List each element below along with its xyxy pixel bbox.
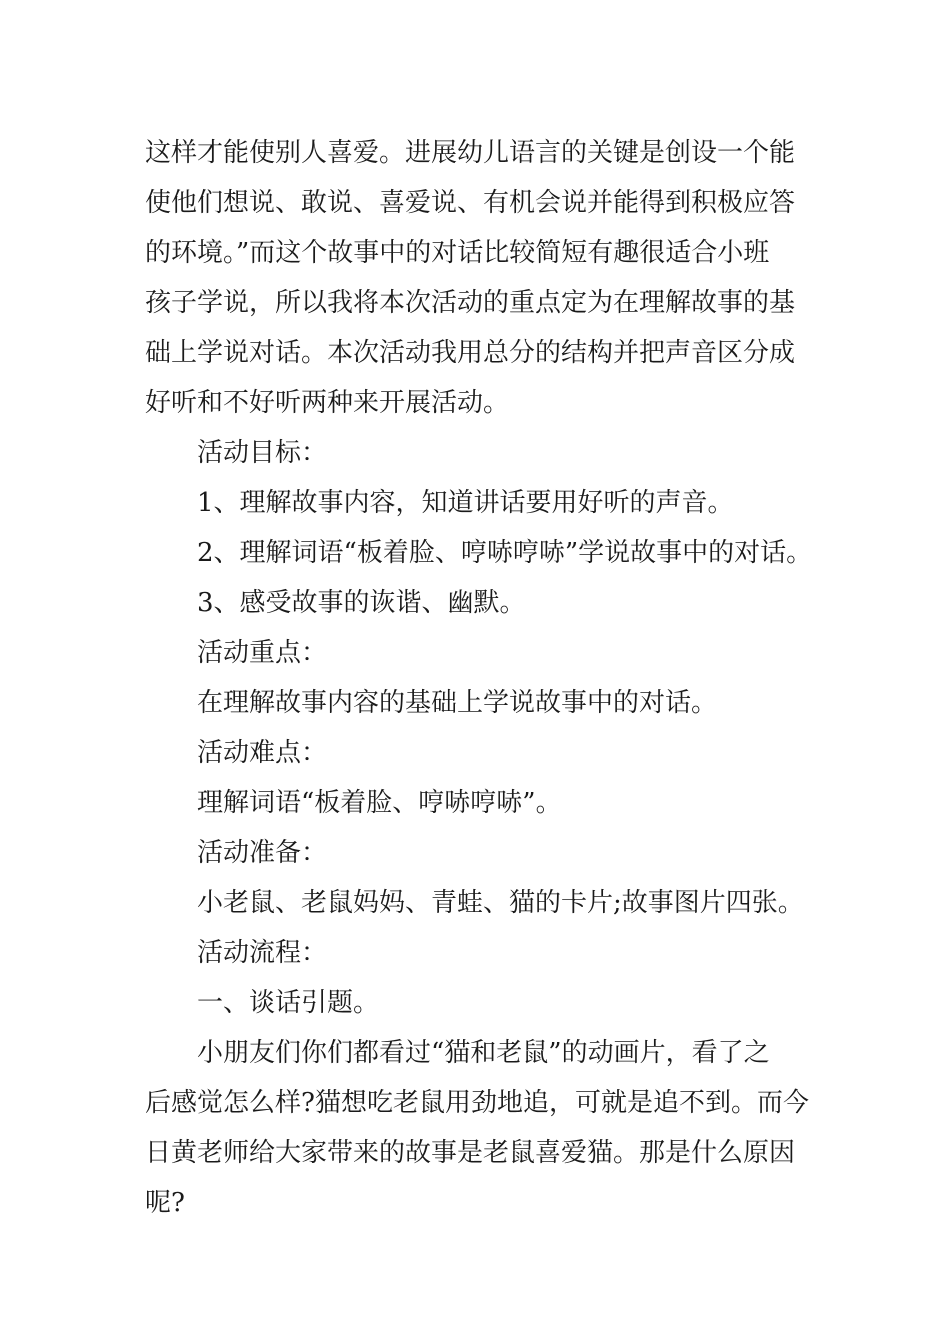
paragraph-prep-text <box>145 878 810 928</box>
text-line: 后感觉怎么样?猫想吃老鼠用劲地追，可就是追不到。而今 <box>145 1088 809 1118</box>
text-line: 小朋友们你们都看过“猫和老鼠”的动画片，看了之 <box>197 1038 770 1068</box>
paragraph-prep-heading <box>145 828 810 878</box>
text-line: 这样才能使别人喜爱。进展幼儿语言的关键是创设一个能 <box>145 138 796 168</box>
document-body <box>145 128 813 1228</box>
paragraph-goal-3 <box>145 578 810 628</box>
text-line: 活动目标： <box>197 438 328 468</box>
text-line: 好听和不好听两种来开展活动。 <box>145 388 510 418</box>
text-line: 1、理解故事内容，知道讲话要用好听的声音。 <box>197 488 734 518</box>
text-line: 使他们想说、敢说、喜爱说、有机会说并能得到积极应答 <box>145 188 796 218</box>
text-line: 3、感受故事的诙谐、幽默。 <box>197 588 526 618</box>
text-line: 础上学说对话。本次活动我用总分的结构并把声音区分成 <box>145 338 796 368</box>
text-line: 活动准备： <box>197 838 328 868</box>
text-line: 活动难点： <box>197 738 328 768</box>
text-line: 日黄老师给大家带来的故事是老鼠喜爱猫。那是什么原因 <box>145 1138 796 1168</box>
text-line: 小老鼠、老鼠妈妈、青蛙、猫的卡片;故事图片四张。 <box>197 888 804 918</box>
paragraph-focus-text <box>145 678 810 728</box>
paragraph-step-1-heading <box>145 978 810 1028</box>
paragraph-difficulty-text <box>145 778 810 828</box>
text-line: 2、理解词语“板着脸、哼哧哼哧”学说故事中的对话。 <box>197 538 813 568</box>
paragraph-process-heading <box>145 928 810 978</box>
paragraph-goal-1 <box>145 478 810 528</box>
text-line: 呢? <box>145 1188 185 1218</box>
text-line: 在理解故事内容的基础上学说故事中的对话。 <box>197 688 718 718</box>
paragraph-step-1-text <box>145 1028 810 1228</box>
paragraph-goal-2 <box>145 528 813 578</box>
paragraph-goals-heading <box>145 428 810 478</box>
paragraph-difficulty-heading <box>145 728 810 778</box>
text-line: 理解词语“板着脸、哼哧哼哧”。 <box>197 788 562 818</box>
paragraph-intro <box>145 128 810 428</box>
paragraph-focus-heading <box>145 628 810 678</box>
text-line: 活动流程： <box>197 938 328 968</box>
text-line: 活动重点： <box>197 638 328 668</box>
text-line: 孩子学说，所以我将本次活动的重点定为在理解故事的基 <box>145 288 796 318</box>
text-line: 的环境。”而这个故事中的对话比较简短有趣很适合小班 <box>145 238 770 268</box>
text-line: 一、谈话引题。 <box>197 988 380 1018</box>
